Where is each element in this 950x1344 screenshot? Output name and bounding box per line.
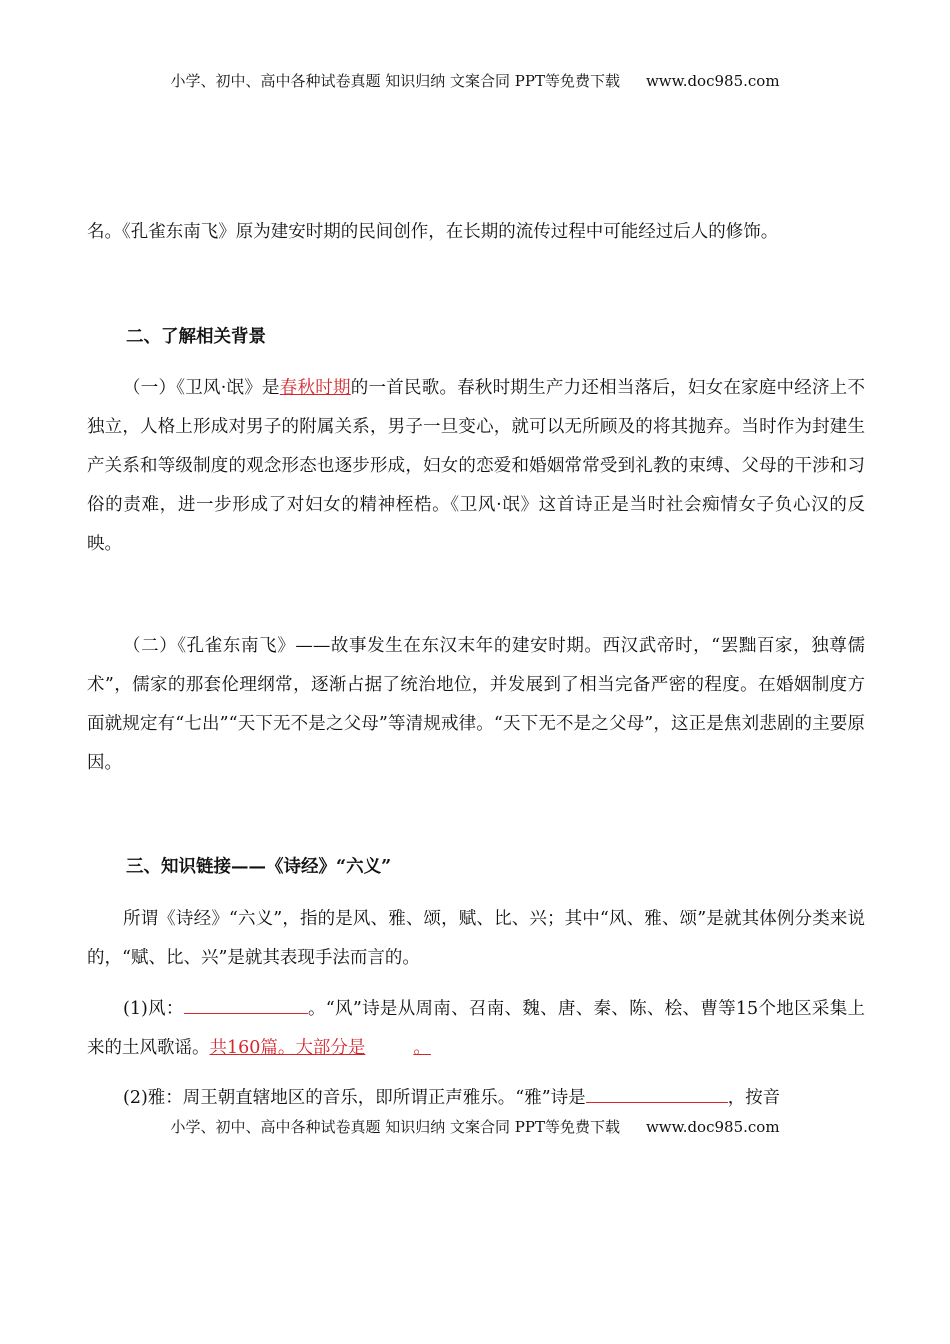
- feng-answer-blank[interactable]: [184, 995, 308, 1014]
- spring-autumn-link[interactable]: 春秋时期: [279, 378, 351, 398]
- section-3-title: 三、知识链接——《诗经》“六义”: [126, 857, 392, 877]
- section-3-intro: 所谓《诗经》“六义”，指的是风、雅、颂，赋、比、兴；其中“风、雅、颂”是就其体例分类来说的，“赋、比、兴”是就其表现手法而言的。: [87, 909, 865, 968]
- item-feng-text: 。“风”诗是从周南、召南、魏、唐、秦、陈、桧、曹等15个地区采集上来的土风歌谣。: [87, 999, 865, 1058]
- header-site-link[interactable]: www.doc985.com: [645, 72, 780, 90]
- intro-tail-paragraph: 名。《孔雀东南飞》原为建安时期的民间创作，在长期的流传过程中可能经过后人的修饰。: [87, 222, 779, 242]
- page-header: [0, 70, 950, 91]
- item-ya: [87, 1079, 865, 1118]
- item-ya-text: ，按音: [727, 1088, 781, 1108]
- para1-rest: 的一首民歌。春秋时期生产力还相当落后，妇女在家庭中经济上不独立，人格上形成对男子的附属关系，男子一旦变心，就可以无所顾及的将其抛弃。当时作为封建生产关系和等级制度的观念形态也逐步形成，妇女的恋爱和婚姻常常受到礼教的束缚、父母的干涉和习俗的责难，进一步形成了对妇女的精神桎梏。《卫风·氓》这首诗正是当时社会痴情女子负心汉的反映。: [87, 378, 866, 554]
- section-2-title: 二、了解相关背景: [126, 327, 266, 347]
- para1-prefix: （一）《卫风·氓》是: [123, 378, 280, 398]
- item-feng-red-text: [210, 1038, 431, 1058]
- item-ya-label: (2)雅：周王朝直辖地区的音乐，即所谓正声雅乐。“雅”诗是: [123, 1088, 586, 1108]
- footer-text: 小学、初中、高中各种试卷真题 知识归纳 文案合同 PPT等免费下载: [170, 1118, 620, 1136]
- item-feng-label: (1)风：: [123, 999, 184, 1019]
- item-feng-red-prefix: 共160篇。大部分是: [209, 1038, 366, 1058]
- footer-site-link[interactable]: www.doc985.com: [645, 1118, 780, 1136]
- header-text: 小学、初中、高中各种试卷真题 知识归纳 文案合同 PPT等免费下载: [170, 72, 620, 90]
- item-feng-red-end: 。: [413, 1038, 431, 1058]
- page-footer: [0, 1116, 950, 1137]
- ya-answer-blank[interactable]: [586, 1084, 728, 1103]
- section-2-paragraph-2: （二）《孔雀东南飞》——故事发生在东汉末年的建安时期。西汉武帝时，“罢黜百家，独尊儒术”，儒家的那套伦理纲常，逐渐占据了统治地位，并发展到了相当完备严密的程度。在婚姻制度方面就规定有“七出”“天下无不是之父母”等清规戒律。“天下无不是之父母”，这正是焦刘悲剧的主要原因。: [87, 636, 865, 773]
- item-feng: [87, 990, 865, 1068]
- section-2-paragraph-1: [87, 369, 865, 564]
